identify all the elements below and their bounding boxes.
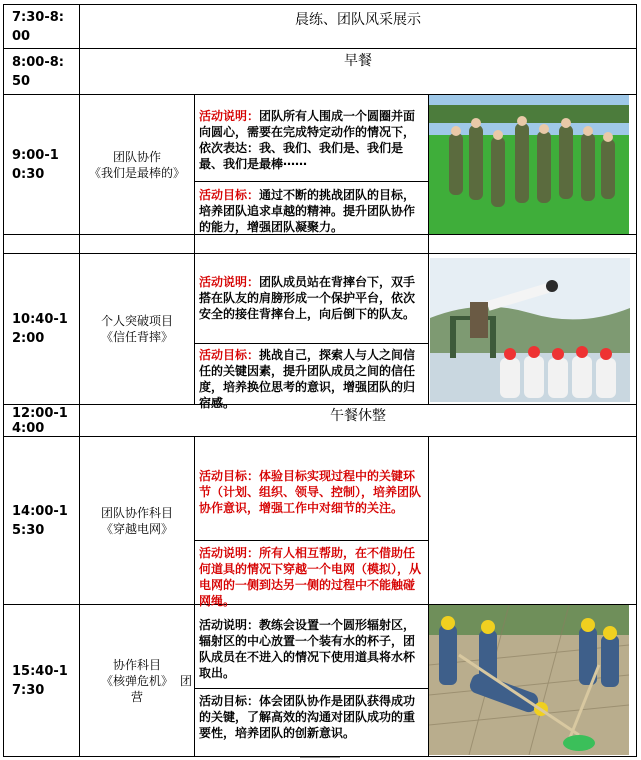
time-cell: 15:40-17:30: [12, 663, 68, 698]
goal-text: 挑战自己，探索人与人之间信任的关键因素，提升团队成员之间的信任度，培养换位思考的意识，增强团队的归宿感。: [199, 348, 416, 410]
activity-description: 活动说明：所有人相互帮助，在不借助任何道具的情况下穿越一个电网（模拟），从电网的一侧到达另一侧的过程中不能触碰网绳。: [199, 546, 422, 608]
time-cell: 7:30-8:00: [12, 9, 64, 44]
label-description: 活动说明：: [199, 618, 260, 632]
time-cell: 9:00-10:30: [12, 147, 59, 182]
label-goal: 活动目标：: [199, 694, 260, 708]
photo-trust-fall: [430, 258, 630, 402]
activity-goal: [195, 184, 428, 234]
activity-goal: 活动目标：体验目标实现过程中的关键环节（计划、组织、领导、控制），培养团队协作意识，增强工作中对细节的关注。: [199, 469, 422, 515]
activity-goal: [195, 690, 428, 756]
photo-nuclear-crisis: [429, 605, 629, 755]
activity-title: 《穿越电网》: [100, 521, 173, 536]
activity-description: [195, 271, 428, 343]
activity-name-cell: [80, 437, 194, 604]
activity-category: 团队协作: [112, 149, 161, 164]
footer-mark: [300, 757, 340, 758]
description-text: 团队成员站在背摔台下，双手搭在队友的肩膀形成一个保护平台，依次安全的接住背摔台上，向后倒下的队友。: [199, 275, 416, 321]
empty-row: [4, 235, 636, 253]
goal-text: 体会团队协作是团队获得成功的关键，了解高效的沟通对团队成功的重要性，培养团队的创新意识。: [199, 694, 416, 740]
time-cell: 14:00-15:30: [12, 503, 68, 538]
activity-category: 协作科目: [112, 657, 161, 672]
activity-title: 《信任背摔》: [100, 330, 173, 344]
activity-description: [195, 105, 428, 181]
schedule-item: 晨练、团队风采展示: [295, 12, 421, 28]
activity-extra-text: 团: [180, 674, 193, 688]
activity-title: 《我们是最棒的》: [88, 165, 185, 180]
schedule-item: 午餐休整: [330, 408, 386, 424]
photo-team-circle: [429, 95, 629, 234]
activity-name-cell: [80, 254, 194, 404]
label-goal: 活动目标：: [199, 348, 260, 362]
activity-name-cell: [80, 95, 194, 234]
activity-title: 《核弹危机》: [100, 673, 173, 688]
label-goal: 活动目标：: [199, 188, 260, 202]
time-cell: 12:00-14:00: [12, 405, 68, 436]
activity-goal: [195, 344, 428, 410]
label-description: 活动说明：: [199, 275, 260, 289]
time-cell: 8:00-8:50: [12, 54, 64, 89]
activity-extra-text: 营: [130, 689, 143, 704]
activity-name-cell: [80, 605, 194, 756]
activity-description: [195, 614, 428, 688]
schedule-item: 早餐: [344, 53, 372, 69]
time-cell: 10:40-12:00: [12, 312, 68, 346]
activity-category: 个人突破项目: [100, 314, 173, 328]
description-text: 教练会设置一个圆形辐射区，辐射区的中心放置一个装有水的杯子，团队成员在不进入的情况下使用道具将水杯取出。: [199, 618, 416, 680]
label-description: 活动说明：: [199, 109, 260, 123]
description-text: 团队所有人围成一个圆圈并面向圆心，需要在完成特定动作的情况下，依次表达：我、我们、我们是、我们是最、我们是最棒⋯⋯: [199, 109, 416, 171]
goal-text: 通过不断的挑战团队的目标，培养团队追求卓越的精神。提升团队协作的能力，增强团队凝聚力。: [199, 188, 416, 234]
activity-category: 团队协作科目: [100, 505, 173, 520]
